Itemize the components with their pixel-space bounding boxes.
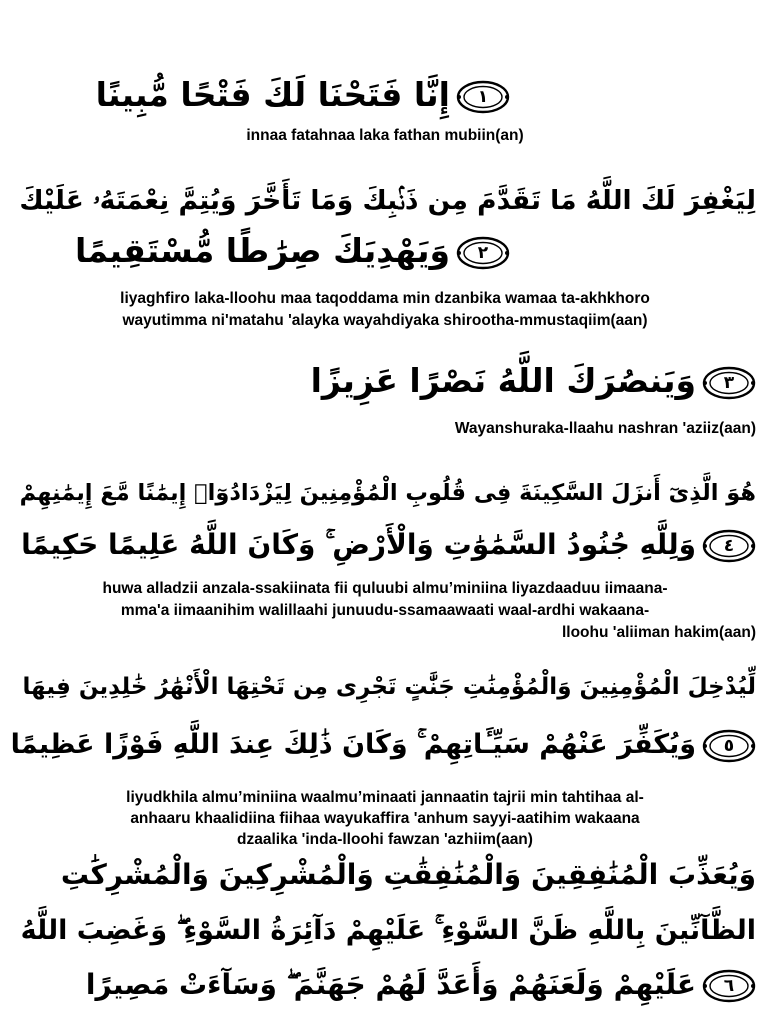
ayah-number: ١ [477,86,489,107]
arabic-text: وَيُعَذِّبَ الْمُنَٰفِقِينَ وَالْمُنَٰفِقَٰتِ وَالْمُشْرِكِينَ وَالْمُشْرِكَٰتِ [60,858,756,891]
verse-2-arabic-line-1 [19,178,756,224]
arabic-text: وَلِلَّهِ جُنُودُ السَّمَٰوَٰتِ وَالْأَرْضِ ۚ وَكَانَ اللَّهُ عَلِيمًا حَكِيمًا [21,528,696,561]
verse-3-transliteration-line-1: Wayanshuraka-llaahu nashran 'aziiz(aan) [454,420,756,437]
arabic-text: وَيَنصُرَكَ اللَّهُ نَصْرًا عَزِيزًا [310,361,696,400]
ayah-marker [702,366,756,400]
verse-6-arabic-line-2 [21,908,756,954]
arabic-text: لِّيُدْخِلَ الْمُؤْمِنِينَ وَالْمُؤْمِنَٰتِ جَنَّٰتٍ تَجْرِى مِن تَحْتِهَا الْأَنْهَٰرُ خَٰلِدِينَ فِيهَا [22,674,756,700]
ayah-number: ٢ [477,242,489,263]
verse-6-arabic-line-3 [86,962,756,1008]
verse-1-arabic-line-1 [96,72,510,118]
verse-4-arabic-line-1 [20,470,756,516]
verse-5-transliteration-line-3: dzaalika 'inda-lloohi fawzan 'azhiim(aan) [237,831,533,848]
arabic-text: وَيَهْدِيَكَ صِرَٰطًا مُّسْتَقِيمًا [75,231,450,270]
verse-4-arabic-line-2 [21,522,756,568]
ayah-number: ٣ [723,372,735,393]
ayah-marker [702,969,756,1003]
arabic-text: إِنَّا فَتَحْنَا لَكَ فَتْحًا مُّبِينًا [95,75,450,114]
verse-1-transliteration-line-1: innaa fatahnaa laka fathan mubiin(an) [246,127,524,144]
ayah-marker [456,236,510,270]
verse-5-arabic-line-1 [23,664,756,710]
verse-4-transliteration-line-2: mma'a iimaanihim walillaahi junuudu-ssamaawaati waal-ardhi wakaana- [120,602,650,619]
verse-2-transliteration-line-2: wayutimma ni'matahu 'alayka wayahdiyaka shirootha-mmustaqiim(aan) [122,312,648,329]
ayah-number: ٤ [723,536,735,556]
verse-6-arabic-line-1 [61,852,756,898]
verse-3-arabic-line-1 [311,358,756,404]
ayah-number: ٦ [723,976,735,996]
verse-2-transliteration-line-1: liyaghfiro laka-lloohu maa taqoddama min dzanbika wamaa ta-akhkhoro [120,290,650,307]
ayah-marker [702,729,756,763]
verse-4-transliteration-line-1: huwa alladzii anzala-ssakiinata fii quluubi almu’miniina liyazdaaduu iimaana- [102,580,668,597]
ayah-number: ٥ [723,735,735,756]
verse-5-transliteration-line-1: liyudkhila almu’miniina waalmu’minaati jannaatin tajrii min tahtihaa al- [126,789,644,806]
arabic-text: وَيُكَفِّرَ عَنْهُمْ سَيِّـَٔاتِهِمْ ۚ وَكَانَ ذَٰلِكَ عِندَ اللَّهِ فَوْزًا عَظِيمًا [10,729,696,760]
verse-5-transliteration-line-2: anhaaru khaalidiina fiihaa wayukaffira 'anhum sayyi-aatihim wakaana [130,810,640,827]
arabic-text: عَلَيْهِمْ وَلَعَنَهُمْ وَأَعَدَّ لَهُمْ جَهَنَّمَ ۖ وَسَآءَتْ مَصِيرًا [85,968,696,1001]
verse-5-arabic-line-2 [11,722,756,768]
verse-2-arabic-line-2 [75,228,510,274]
arabic-text: هُوَ الَّذِىٓ أَنزَلَ السَّكِينَةَ فِى قُلُوبِ الْمُؤْمِنِينَ لِيَزْدَادُوٓا۟ إِيمَٰنًا مَّعَ إِيمَٰنِهِمْ [19,480,756,506]
ayah-marker [456,80,510,114]
arabic-text: الظَّآنِّينَ بِاللَّهِ ظَنَّ السَّوْءِ ۚ عَلَيْهِمْ دَآئِرَةُ السَّوْءِ ۖ وَغَضِبَ اللَّهُ [20,915,756,946]
ayah-marker [702,529,756,563]
verse-4-transliteration-line-3: lloohu 'aliiman hakim(aan) [561,624,756,641]
arabic-text: لِيَغْفِرَ لَكَ اللَّهُ مَا تَقَدَّمَ مِن ذَنۢبِكَ وَمَا تَأَخَّرَ وَيُتِمَّ نِعْمَتَهُۥ عَلَيْكَ [19,185,756,216]
